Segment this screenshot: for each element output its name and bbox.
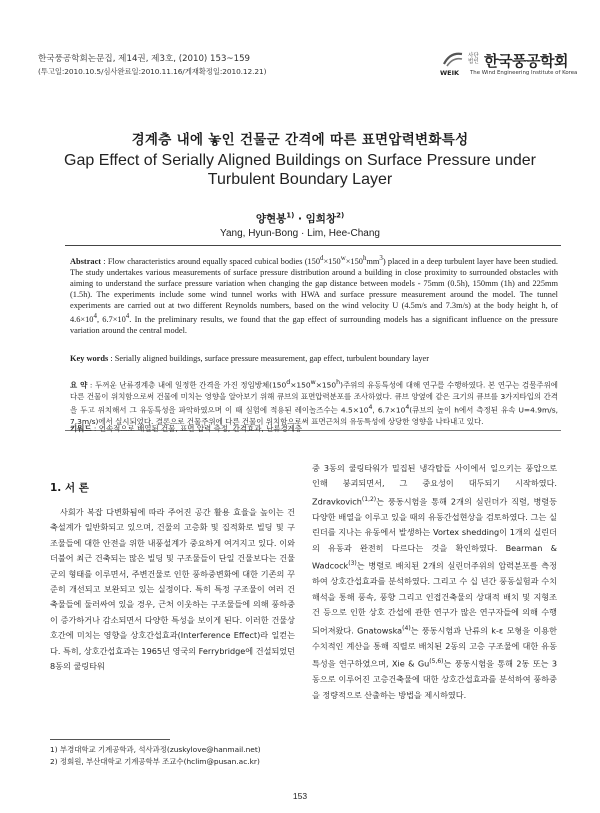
logo-name-en: The Wind Engineering Institute of Korea — [470, 70, 578, 76]
kr-abstract-sup: d — [286, 379, 291, 386]
abstract-english — [70, 253, 558, 336]
citation-ref: (5,6) — [429, 658, 444, 666]
body-text: 는 병렬로 배치된 2개의 실린더주위의 압력분포를 측정하여 상호간섭효과를 분석하였다. 그리고 수 십 년간 풍동실험과 수치해석을 통해 풍속, 풍향 그리고 인접건축물의 상대적 배치 및 지형조건 등으로 인한 상호 간섭에 관한 연구가 많은 연구자들에 의해 수행되어져왔다. Gnatowska — [312, 560, 557, 636]
kr-keywords-label: 키워드 — [70, 424, 92, 433]
society-logo — [440, 50, 578, 82]
author-1: 양현봉 — [255, 213, 287, 225]
title-korean: 경계층 내에 놓인 건물군 간격에 따른 표면압력변화특성 — [131, 132, 469, 148]
abstract-text: ×150 — [323, 256, 341, 266]
kr-abstract-sup: 4 — [405, 403, 410, 411]
intro-paragraph-right — [312, 461, 557, 703]
author-2: 임희창 — [305, 213, 337, 225]
abstract-label: Abstract — [70, 256, 102, 266]
body-text: 는 풍동시험과 난류의 k-ε 모형을 이용한 수치적인 계산을 통해 직렬로 배치된 2동의 고층 구조물에 대한 유동특성을 연구하였으며, Xie & Gu — [312, 625, 557, 669]
abstract-box — [65, 245, 561, 431]
abstract-sup: w — [340, 254, 346, 262]
submission-dates: (투고일:2010.10.5/심사완료일:2010.11.16/게재확정일:2010.12.21) — [38, 67, 267, 76]
abstract-text: , 6.7×10 — [96, 315, 126, 325]
wind-logo-icon — [442, 50, 464, 68]
journal-header — [38, 52, 266, 77]
authors-korean — [0, 211, 600, 226]
kr-abstract-sup: 4 — [368, 403, 373, 411]
abstract-text: ×150 — [345, 256, 363, 266]
abstract-text: . In the preliminary results, we found that the gap effect of surrounding models has a significant influence on the pressure variation around the central model. — [70, 315, 559, 336]
footnote-1: 1) 부경대학교 기계공학과, 석사과정(zuskylove@hanmail.net) — [50, 745, 261, 754]
abstract-sup: d — [320, 254, 324, 262]
page-number: 153 — [292, 791, 308, 801]
intro-paragraph-left: 사회가 복잡 다변화됨에 따라 주어진 공간 활용 효율을 높이는 건축설계가 일반화되고 있으며, 건물의 고층화 및 집적화로 빌딩 및 구조물들에 대한 안전을 위한 내풍설계가 중요하게 여겨지고 있다. 이와 더불어 최근 건축되는 많은 빌딩 및 구조물들이 단일 건물보다는 건물군의 형태를 이루면서, 주변건물로 인한 풍하중변화에 대한 기존의 꾸준히 개선되고 보완되고 있는 실정이다. 특히 특정 구조물이 여러 건축물들에 둘러싸여 있을 경우, 근처 이웃하는 구조물들에 의해 풍하중이 증가하거나 감소되면서 다양한 특성을 보이게 된다. 이러한 건물상호간에 미치는 영향을 상호간섭효과(Interference Effect)라 일컫는다. 특히, 상호간섭효과는 1965년 영국의 Ferrybridge에 건설되었던 8동의 쿨링타워 — [50, 507, 295, 672]
title-english: Gap Effect of Serially Aligned Buildings on Surface Pressure under Turbulent Boundary Layer — [64, 152, 536, 188]
abstract-text: ) placed in a deep turbulent layer have been studied. The study undertakes various measurements of surface pressure distribution around a building in close proximity to surrounded obstacles with aiming to understand the surface pressure variation when changing the gap distance between models - 75mm (0.5h), 150mm (1h) and 225mm (1.5h). The experiments include some wind tunnel works with HWA and surface pressure measurement around the model. The tunnel experiments are carried out at two different Reynolds numbers, based on the wind velocity U (4.5m/s and 7.3m/s) at the body height h, of 4.6×10 — [70, 256, 558, 325]
body-text: 는 풍동시험을 통해 2개의 실린더가 직렬, 병렬등 다양한 배열을 이루고 있을 때의 유동간섭현상을 검토하였다. 그는 실린더를 지나는 유동에서 발생하는 Vortex shedding이 1개의 실린더의 유동과 완전히 다르다는 것을 확인하였다. Bearman & Wadcock — [312, 496, 557, 571]
abstract-korean — [70, 377, 558, 427]
column-right — [312, 461, 557, 703]
citation-ref: (1,2) — [361, 495, 377, 503]
kr-keywords-text: : 연속적으로 배열된 건물, 표면 압력 측정, 간격효과, 난류경계층 — [91, 424, 303, 433]
author-separator: · — [294, 213, 306, 225]
keywords-korean — [70, 423, 558, 434]
author-2-mark: 2) — [336, 211, 345, 220]
keywords-label: Key words — [70, 354, 109, 363]
authors-english: Yang, Hyun-Bong · Lim, Hee-Chang — [220, 228, 380, 239]
citation-ref: (3) — [348, 560, 357, 568]
column-left — [50, 480, 295, 674]
kr-abstract-text: (큐브의 높이 h에서 측정된 유속 U=4.9m/s, 7.3m/s)에서 실시되었다. 결론으로 건물주위에 다른 건물이 위치함으로써 표면근처의 유동특성에 상당한 영향을 나타내고 있다. — [70, 405, 558, 426]
kr-abstract-text: ×150 — [315, 380, 337, 390]
body-text: 중 3동의 쿨링타워가 밀집된 냉각탑들 사이에서 일으키는 풍압으로 인해 붕괴되면서, 그 중요성이 대두되기 시작하였다. Zdravkovich — [312, 463, 557, 507]
kr-abstract-sup: h — [336, 379, 341, 386]
kr-abstract-text: : 두꺼운 난류경계층 내에 일정한 간격을 가진 정입방체(150 — [87, 380, 287, 390]
kr-abstract-sup: w — [310, 379, 316, 386]
kr-abstract-text: )주위의 유동특성에 대해 연구를 수행하였다. 본 연구는 검물주위에 다른 건물이 위치함으로써 건물에 미치는 영향을 알아보기 위해 큐브의 표면압력분포를 조사하였다. 큐브 양옆에 같은 크기의 큐브를 3가지타입의 간격을 두고 위치해서 그 유동특성을 파악하였으며 이 때 실험에 적용된 레이놀즈수는 4.5×10 — [70, 380, 558, 415]
abstract-text: : Flow characteristics around equally spaced cubical bodies (150 — [101, 256, 320, 266]
logo-abbrev: WEIK — [440, 69, 460, 77]
abstract-text: mm — [366, 256, 380, 266]
kr-abstract-label: 요 약 — [70, 380, 88, 390]
footnotes — [50, 744, 300, 768]
keywords-text: : Serially aligned buildings, surface pressure measurement, gap effect, turbulent boundary layer — [108, 354, 429, 363]
footnote-2: 2) 정회원, 부산대학교 기계공학부 조교수(hclim@pusan.ac.kr) — [50, 757, 260, 766]
logo-name-kr: 한국풍공학회 — [484, 52, 568, 70]
abstract-sup: 3 — [379, 254, 383, 262]
kr-abstract-text: ×150 — [290, 380, 311, 390]
body-text: 는 풍동시험을 통해 2동 또는 3동으로 이루어진 고층건축물에 대한 상호간섭효과를 분석하여 풍하중을 정량적으로 산출하는 방법을 제시하였다. — [312, 658, 557, 700]
abstract-sup: h — [362, 254, 367, 262]
kr-abstract-text: , 6.7×10 — [372, 405, 406, 415]
keywords-english — [70, 353, 558, 364]
citation-ref: (4) — [402, 624, 411, 632]
abstract-sup: 4 — [93, 312, 97, 321]
journal-citation: 한국풍공학회논문집, 제14권, 제3호, (2010) 153~159 — [38, 54, 251, 64]
author-1-mark: 1) — [286, 211, 295, 220]
logo-corp-label: 사단 법인 — [468, 53, 479, 65]
section-heading: 1. 서 론 — [50, 482, 89, 494]
abstract-sup: 4 — [125, 312, 130, 321]
footnote-divider — [50, 739, 170, 740]
